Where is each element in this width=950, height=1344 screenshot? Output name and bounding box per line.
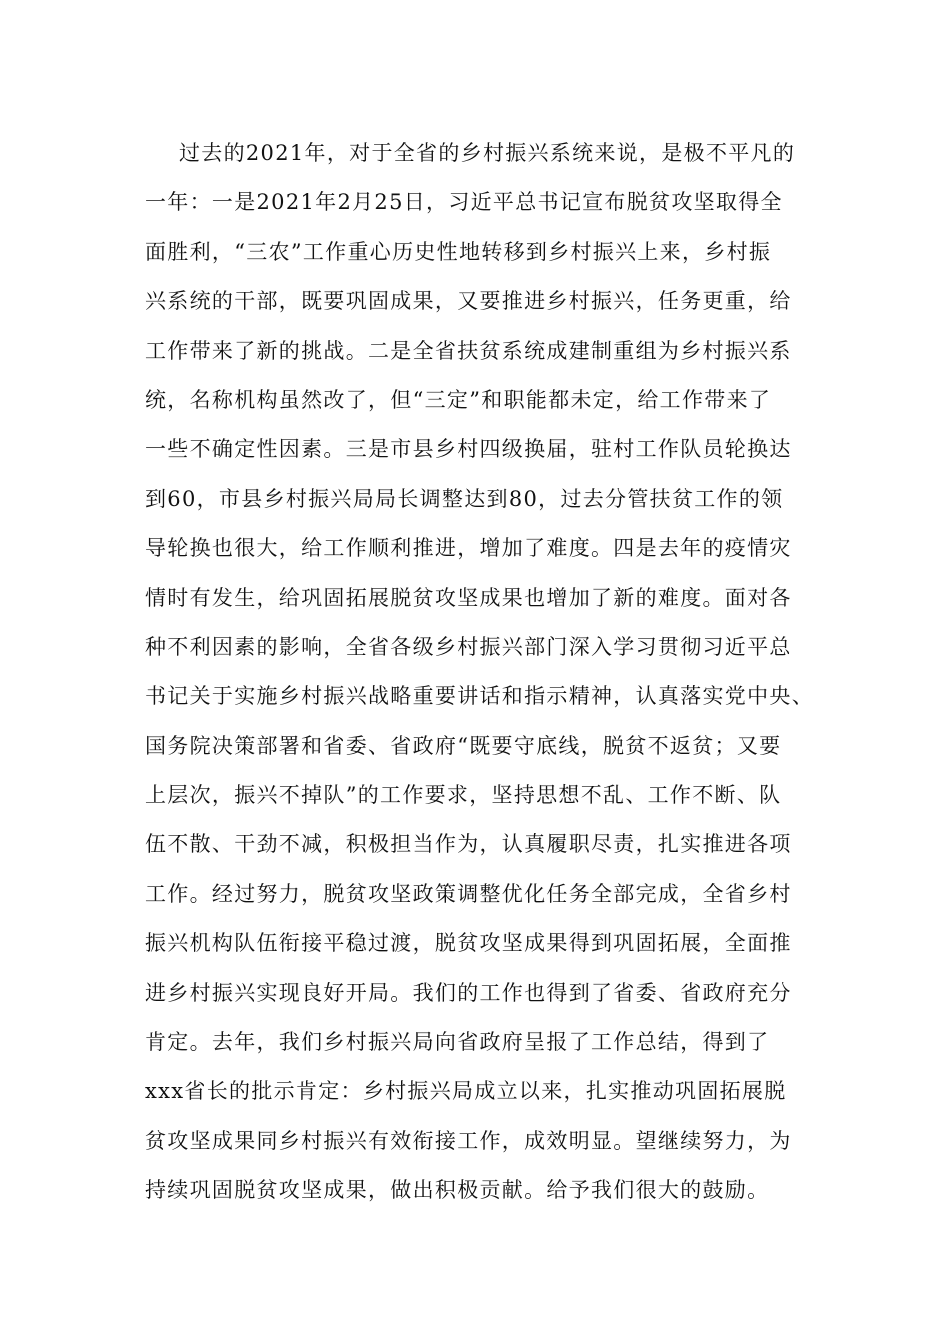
paragraph-line: 情时有发生，给巩固拓展脱贫攻坚成果也增加了新的难度。面对各 — [145, 585, 792, 610]
paragraph-line: 肯定。去年，我们乡村振兴局向省政府呈报了工作总结，得到了 — [145, 1030, 770, 1055]
paragraph-line: 国务院决策部署和省委、省政府“既要守底线，脱贫不返贫；又要 — [145, 733, 782, 758]
paragraph-line: 一些不确定性因素。三是市县乡村四级换届，驻村工作队员轮换达 — [145, 437, 792, 462]
paragraph-line: 一年：一是2021年2月25日，习近平总书记宣布脱贫攻坚取得全 — [145, 190, 783, 215]
body-paragraph — [145, 129, 835, 1216]
paragraph-line: 伍不散、干劲不减，积极担当作为，认真履职尽责，扎实推进各项 — [145, 832, 792, 857]
paragraph-line: 持续巩固脱贫攻坚成果，做出积极贡献。给予我们很大的鼓励。 — [145, 1178, 770, 1203]
paragraph-line: 进乡村振兴实现良好开局。我们的工作也得到了省委、省政府充分 — [145, 980, 792, 1005]
paragraph-line: 兴系统的干部，既要巩固成果，又要推进乡村振兴，任务更重，给 — [145, 289, 792, 314]
paragraph-line: 贫攻坚成果同乡村振兴有效衔接工作，成效明显。望继续努力，为 — [145, 1128, 792, 1153]
paragraph-line: 面胜利，“三农”工作重心历史性地转移到乡村振兴上来，乡村振 — [145, 239, 772, 264]
paragraph-line: 工作带来了新的挑战。二是全省扶贫系统成建制重组为乡村振兴系 — [145, 338, 792, 363]
paragraph-line: 到60，市县乡村振兴局局长调整达到80，过去分管扶贫工作的领 — [145, 486, 784, 511]
paragraph-line: 导轮换也很大，给工作顺利推进，增加了难度。四是去年的疫情灾 — [145, 536, 792, 561]
paragraph-line: xxx省长的批示肯定：乡村振兴局成立以来，扎实推动巩固拓展脱 — [145, 1079, 787, 1104]
paragraph-line: 统，名称机构虽然改了，但“三定”和职能都未定，给工作带来了 — [145, 387, 772, 412]
paragraph-line: 上层次，振兴不掉队”的工作要求，坚持思想不乱、工作不断、队 — [145, 783, 782, 808]
paragraph-line: 种不利因素的影响，全省各级乡村振兴部门深入学习贯彻习近平总 — [145, 634, 792, 659]
paragraph-line: 工作。经过努力，脱贫攻坚政策调整优化任务全部完成，全省乡村 — [145, 881, 792, 906]
paragraph-line: 书记关于实施乡村振兴战略重要讲话和指示精神，认真落实党中央、 — [145, 684, 814, 709]
paragraph-line: 振兴机构队伍衔接平稳过渡，脱贫攻坚成果得到巩固拓展，全面推 — [145, 931, 792, 956]
paragraph-line: 过去的2021年，对于全省的乡村振兴系统来说，是极不平凡的 — [179, 141, 796, 165]
